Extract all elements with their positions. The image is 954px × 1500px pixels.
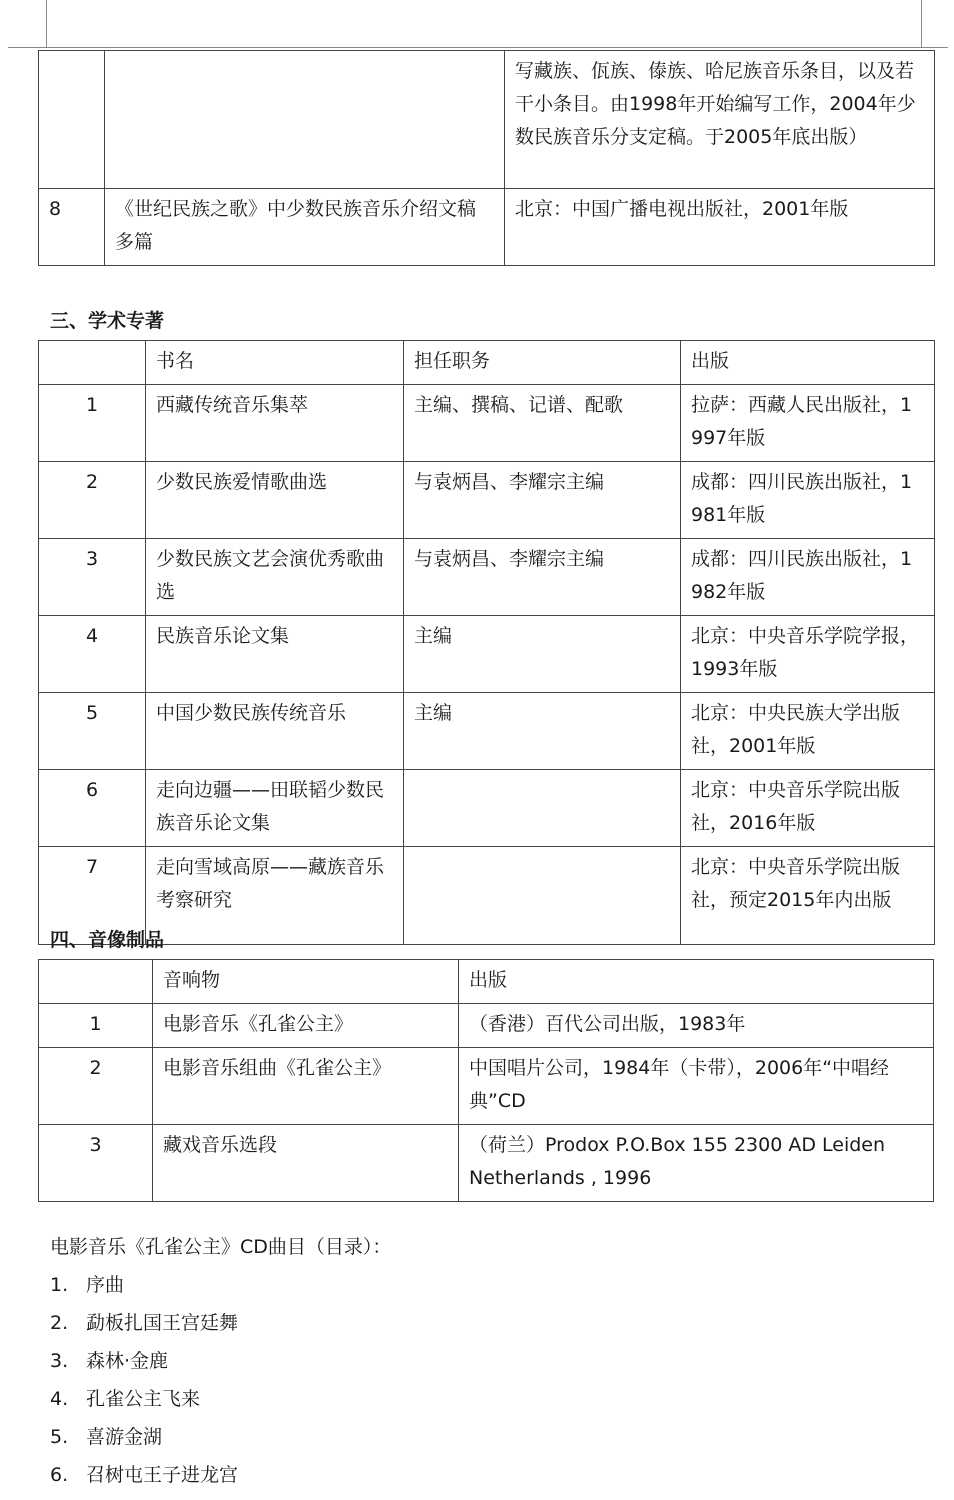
list-item-label: 召树屯王子进龙宫 (86, 1464, 239, 1486)
table-row (39, 693, 935, 770)
table-row (39, 847, 935, 945)
row-number: 2 (39, 1048, 153, 1125)
header-cell-number (39, 341, 146, 385)
list-item-number: 6. (50, 1464, 69, 1486)
header-margin-mark-right (921, 0, 922, 48)
table-row (39, 539, 935, 616)
list-item-label: 孔雀公主飞来 (86, 1388, 201, 1410)
header-rule (8, 47, 948, 48)
row-title: 中国少数民族传统音乐 (146, 693, 404, 770)
row-number: 3 (39, 1125, 153, 1202)
list-item (50, 1387, 200, 1411)
row-publisher: 成都：四川民族出版社，1982年版 (681, 539, 935, 616)
row-number: 3 (39, 539, 146, 616)
header-cell-number (39, 960, 153, 1004)
row-title: 《世纪民族之歌》中少数民族音乐介绍文稿多篇 (105, 189, 505, 266)
row-number: 5 (39, 693, 146, 770)
row-publisher: （香港）百代公司出版，1983年 (459, 1004, 934, 1048)
header-cell-title: 音响物 (153, 960, 459, 1004)
row-publisher: 北京：中央音乐学院出版社，2016年版 (681, 770, 935, 847)
table-monographs (38, 340, 935, 945)
table-row (39, 385, 935, 462)
row-publisher: 北京：中央音乐学院出版社，预定2015年内出版 (681, 847, 935, 945)
row-role: 主编 (404, 616, 681, 693)
row-publisher: 北京：中国广播电视出版社，2001年版 (505, 189, 935, 266)
row-publisher: 中国唱片公司，1984年（卡带），2006年“中唱经典”CD (459, 1048, 934, 1125)
row-number: 2 (39, 462, 146, 539)
row-number (39, 51, 105, 189)
table-row (39, 462, 935, 539)
row-role: 与袁炳昌、李耀宗主编 (404, 539, 681, 616)
section-title-monographs: 三、学术专著 (50, 310, 165, 332)
list-item-number: 5. (50, 1426, 69, 1448)
table-header-row (39, 960, 934, 1004)
row-number: 1 (39, 385, 146, 462)
list-item-number: 1. (50, 1274, 69, 1296)
table-row (39, 1125, 934, 1202)
row-title: 西藏传统音乐集萃 (146, 385, 404, 462)
table-row (39, 51, 935, 189)
row-title: 藏戏音乐选段 (153, 1125, 459, 1202)
list-item-label: 勐板扎国王宫廷舞 (86, 1312, 239, 1334)
row-role (404, 770, 681, 847)
list-item-label: 序曲 (86, 1274, 125, 1296)
table-header-row (39, 341, 935, 385)
table-row (39, 1048, 934, 1125)
table-row (39, 189, 935, 266)
row-role: 主编 (404, 693, 681, 770)
section-title-recordings: 四、音像制品 (50, 929, 165, 951)
row-role (404, 847, 681, 945)
row-role: 与袁炳昌、李耀宗主编 (404, 462, 681, 539)
list-item-label: 喜游金湖 (86, 1426, 163, 1448)
table-row (39, 770, 935, 847)
list-item-number: 4. (50, 1388, 69, 1410)
row-publisher: 北京：中央音乐学院学报，1993年版 (681, 616, 935, 693)
row-title: 走向边疆——田联韬少数民族音乐论文集 (146, 770, 404, 847)
row-title: 少数民族文艺会演优秀歌曲选 (146, 539, 404, 616)
row-title: 走向雪域高原——藏族音乐考察研究 (146, 847, 404, 945)
header-cell-role: 担任职务 (404, 341, 681, 385)
row-publisher: 写藏族、佤族、傣族、哈尼族音乐条目，以及若干小条目。由1998年开始编写工作，2004年少数民族音乐分支定稿。于2005年底出版） (505, 51, 935, 189)
list-item (50, 1349, 168, 1373)
row-title: 电影音乐《孔雀公主》 (153, 1004, 459, 1048)
header-cell-publisher: 出版 (459, 960, 934, 1004)
list-item (50, 1463, 238, 1487)
list-item-label: 森林·金鹿 (86, 1350, 169, 1372)
list-item (50, 1425, 162, 1449)
list-item (50, 1311, 238, 1335)
row-publisher: 成都：四川民族出版社，1981年版 (681, 462, 935, 539)
row-publisher: （荷兰）Prodox P.O.Box 155 2300 AD Leiden Netherlands , 1996 (459, 1125, 934, 1202)
row-number: 1 (39, 1004, 153, 1048)
header-margin-mark-left (46, 0, 47, 48)
table-row (39, 1004, 934, 1048)
row-number: 6 (39, 770, 146, 847)
row-publisher: 北京：中央民族大学出版社，2001年版 (681, 693, 935, 770)
row-title (105, 51, 505, 189)
list-item-number: 2. (50, 1312, 69, 1334)
row-number: 4 (39, 616, 146, 693)
header-cell-publisher: 出版 (681, 341, 935, 385)
table-continued (38, 50, 935, 266)
row-number: 7 (39, 847, 146, 945)
table-row (39, 616, 935, 693)
table-recordings (38, 959, 934, 1202)
list-item-number: 3. (50, 1350, 69, 1372)
row-title: 电影音乐组曲《孔雀公主》 (153, 1048, 459, 1125)
row-title: 民族音乐论文集 (146, 616, 404, 693)
tracklist-heading: 电影音乐《孔雀公主》CD曲目（目录）： (50, 1236, 392, 1258)
row-number: 8 (39, 189, 105, 266)
list-item (50, 1273, 124, 1297)
row-title: 少数民族爱情歌曲选 (146, 462, 404, 539)
row-publisher: 拉萨：西藏人民出版社，1997年版 (681, 385, 935, 462)
header-cell-title: 书名 (146, 341, 404, 385)
row-role: 主编、撰稿、记谱、配歌 (404, 385, 681, 462)
